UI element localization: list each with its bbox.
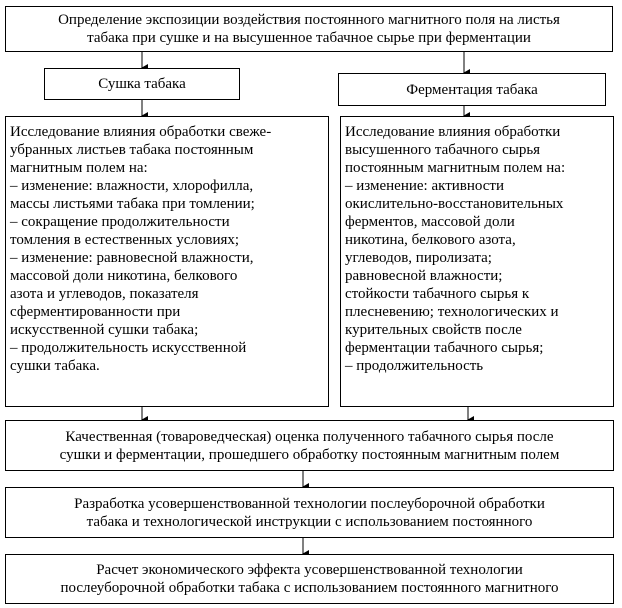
fermentation-box (338, 73, 606, 106)
economic-effect-box (5, 554, 614, 604)
box-text-line: – продолжительность (345, 358, 484, 374)
box-text-line: окислительно-восстановительных (345, 196, 564, 212)
box-text-line: никотина, белкового азота, (345, 232, 516, 248)
box-text-line: – изменение: влажности, хлорофилла, (10, 178, 254, 194)
box-text-line: Расчет экономического эффекта усовершенствованной технологии (96, 562, 523, 578)
box-text-line: Исследование влияния обработки свеже- (10, 124, 272, 140)
box-text-line: высушенного табачного сырья (345, 142, 541, 158)
box-text-line: искусственной сушки табака; (10, 322, 199, 338)
box-text-line: плесневению; технологических и (345, 304, 559, 320)
quality-assessment-box (5, 420, 614, 471)
box-text-line: массовой доли никотина, белкового (10, 268, 238, 284)
box-text-line: убранных листьев табака постоянным (10, 142, 254, 158)
box-text-line: табака и технологической инструкции с использованием постоянного (86, 514, 533, 530)
box-text-line: постоянным магнитным полем на: (345, 160, 566, 176)
box-text-line: – продолжительность искусственной (10, 340, 247, 356)
box-text-line: табака при сушке и на высушенное табачное сырье при ферментации (87, 30, 531, 46)
box-text-line: – сокращение продолжительности (10, 214, 230, 230)
box-text-line: магнитным полем на: (10, 160, 148, 176)
box-text-line: сферментированности при (10, 304, 181, 320)
fermentation-research-box (340, 116, 614, 407)
drying-box (44, 68, 240, 100)
box-text-line: Определение экспозиции воздействия постоянного магнитного поля на листья (58, 12, 560, 28)
box-text-line: сушки и ферментации, прошедшего обработку постоянным магнитным полем (59, 447, 560, 463)
box-text-line: углеводов, пиролизата; (345, 250, 492, 266)
box-text-line: Исследование влияния обработки (345, 124, 561, 140)
box-text-line: ферментации табачного сырья; (345, 340, 544, 356)
drying-research-box (5, 116, 329, 407)
box-text-line: ферментов, массовой доли (345, 214, 515, 230)
fermentation-label: Ферментация табака (406, 82, 538, 98)
drying-label: Сушка табака (98, 76, 186, 92)
box-text-line: курительных свойств после (345, 322, 522, 338)
exposure-determination-box (5, 6, 613, 52)
box-text-line: стойкости табачного сырья к (345, 286, 530, 302)
box-text-line: – изменение: активности (345, 178, 505, 194)
box-text-line: Качественная (товароведческая) оценка полученного табачного сырья после (65, 429, 554, 445)
box-text-line: Разработка усовершенствованной технологии послеуборочной обработки (74, 496, 545, 512)
box-text-line: послеуборочной обработки табака с использованием постоянного магнитного (60, 580, 559, 596)
technology-development-box (5, 487, 614, 538)
box-text-line: азота и углеводов, показателя (10, 286, 199, 302)
box-text-line: массы листьями табака при томлении; (10, 196, 255, 212)
box-text-line: сушки табака. (10, 358, 100, 374)
box-text-line: томления в естественных условиях; (10, 232, 240, 248)
box-text-line: – изменение: равновесной влажности, (10, 250, 254, 266)
box-text-line: равновесной влажности; (345, 268, 503, 284)
